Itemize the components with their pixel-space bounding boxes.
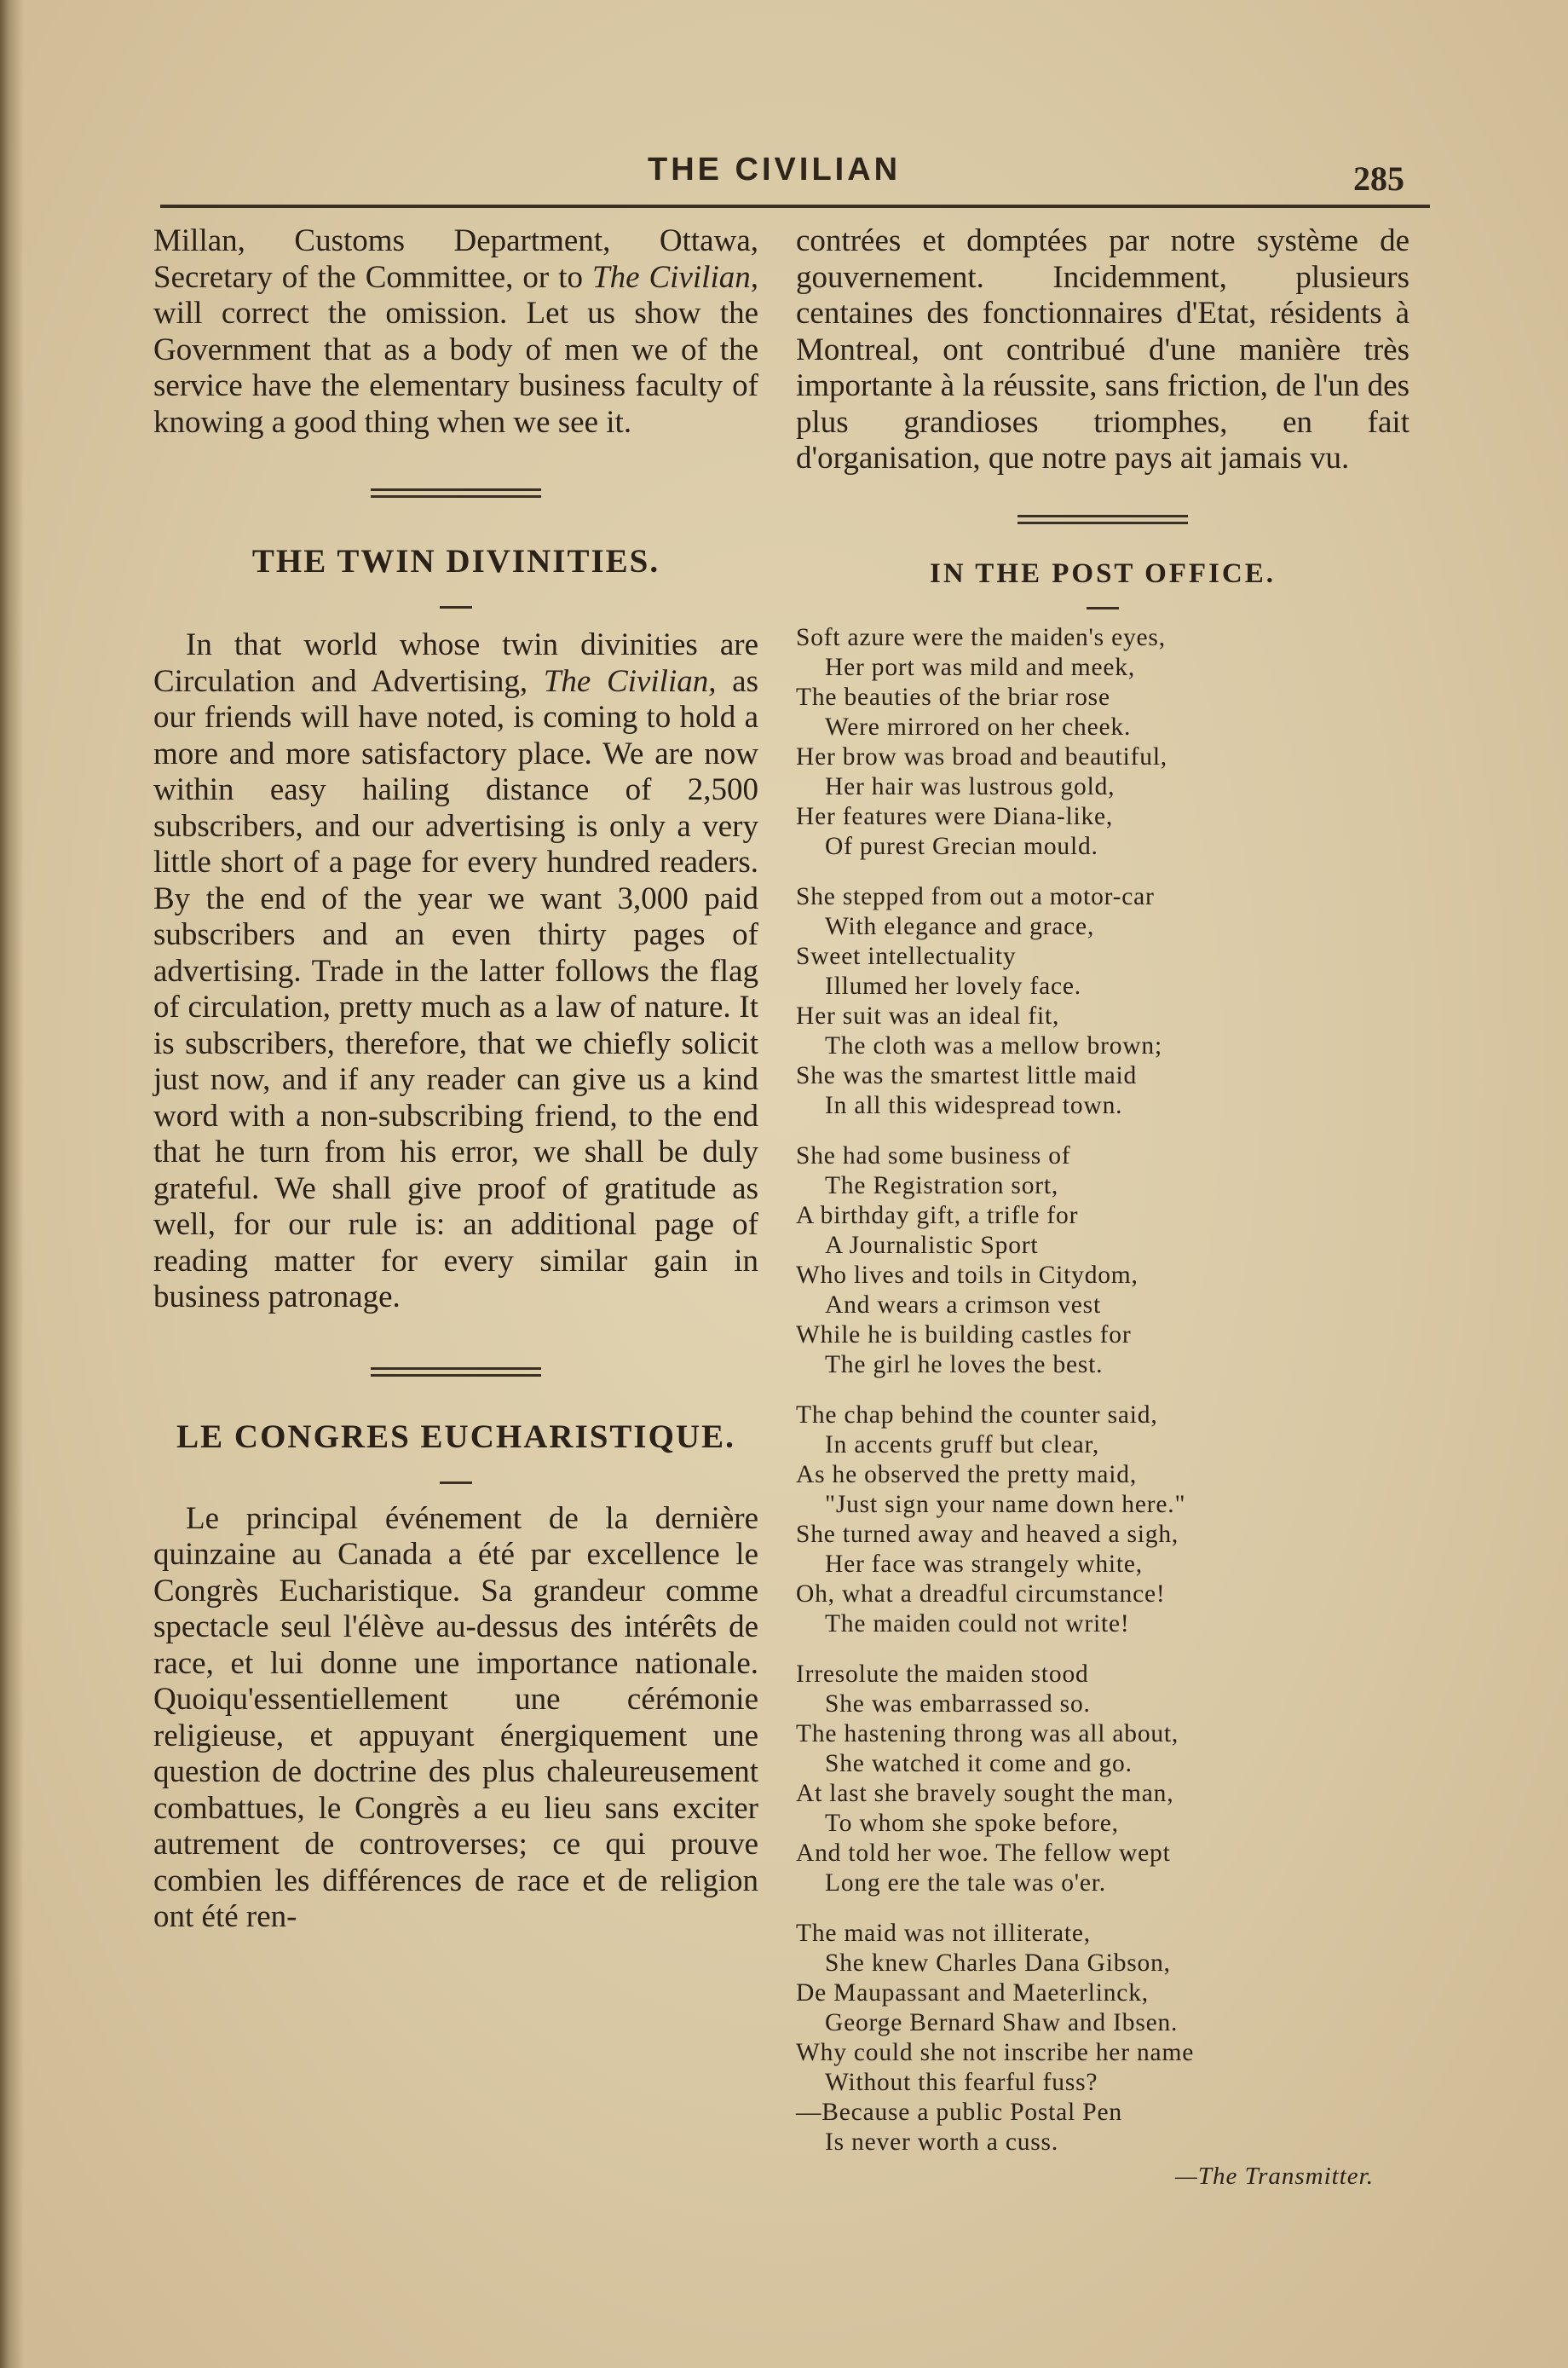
- poem-line: She knew Charles Dana Gibson,: [825, 1949, 1171, 1977]
- poem-line: The beauties of the briar rose: [796, 683, 1110, 711]
- poem-stanza: [796, 623, 1409, 862]
- poem-line: Is never worth a cuss.: [825, 2128, 1059, 2156]
- poem-line: She watched it come and go.: [825, 1749, 1133, 1777]
- poem-line: Her face was strangely white,: [825, 1550, 1143, 1578]
- section-divider: [1017, 515, 1188, 524]
- intro-text-part1: Millan, Customs Department, Ottawa, Secretary of the Committee, or to: [153, 223, 758, 295]
- poem-line: The maid was not illiterate,: [796, 1919, 1091, 1947]
- article-heading-twin-divinities: THE TWIN DIVINITIES.: [251, 543, 660, 580]
- poem-line: As he observed the pretty maid,: [796, 1460, 1138, 1488]
- twin-text-part1: In that world whose twin divinities are Circulation and Advertising,: [153, 627, 758, 699]
- poem-line: Her port was mild and meek,: [825, 653, 1136, 681]
- left-column: [153, 223, 758, 1936]
- twin-text-part2: as our friends will have noted, is coming to hold a more and more satisfactory place. We are now within easy hailing distance of 2,500 subscribers, and our advertising is only a very little short of a page for every hundred readers. By the end of the year we want 3,000 paid subscribers and an even thirty pages of advertising. Trade in the latter follows the flag of circulation, pretty much as a law of nature. It is subscribers, therefore, that we chiefly solicit just now, and if any reader can give us a kind word with a non-subscribing friend, to the end that he turn from his error, we shall be duly grateful. We shall give proof of gratitude as well, for our rule is: an additional page of reading matter for every similar gain in business patronage.: [153, 663, 758, 1314]
- poem-line: She was the smartest little maid: [796, 1061, 1138, 1089]
- poem-line: With elegance and grace,: [825, 912, 1095, 940]
- poem-line: —Because a public Postal Pen: [796, 2098, 1122, 2126]
- poem-line: George Bernard Shaw and Ibsen.: [825, 2008, 1179, 2036]
- poem-line: A Journalistic Sport: [825, 1231, 1039, 1259]
- poem-line: "Just sign your name down here.": [825, 1490, 1186, 1518]
- poem: [796, 623, 1409, 2157]
- poem-stanza: [796, 1401, 1409, 1639]
- poem-line: Illumed her lovely face.: [825, 972, 1081, 1000]
- poem-stanza: [796, 882, 1409, 1121]
- poem-line: Irresolute the maiden stood: [796, 1660, 1089, 1688]
- section-divider: [371, 1367, 541, 1377]
- poem-line: And wears a crimson vest: [825, 1291, 1101, 1319]
- poem-line: Her brow was broad and beautiful,: [796, 742, 1167, 771]
- poem-heading: IN THE POST OFFICE.: [929, 557, 1277, 589]
- poem-line: Of purest Grecian mould.: [825, 832, 1098, 860]
- poem-line: Her suit was an ideal fit,: [796, 1002, 1060, 1030]
- article-heading-congres: LE CONGRES EUCHARISTIQUE.: [176, 1418, 735, 1455]
- poem-line: In all this widespread town.: [825, 1091, 1123, 1119]
- intro-paragraph: [153, 223, 758, 441]
- poem-line: Oh, what a dreadful circumstance!: [796, 1580, 1166, 1608]
- poem-line: Her hair was lustrous gold,: [825, 772, 1115, 800]
- poem-line: A birthday gift, a trifle for: [796, 1201, 1079, 1229]
- poem-line: The cloth was a mellow brown;: [825, 1031, 1162, 1060]
- poem-line: Why could she not inscribe her name: [796, 2038, 1195, 2066]
- poem-line: Her features were Diana-like,: [796, 802, 1114, 830]
- poem-stanza: [796, 1660, 1409, 1898]
- poem-line: She had some business of: [796, 1141, 1071, 1170]
- poem-line: The Registration sort,: [825, 1171, 1059, 1199]
- poem-line: She turned away and heaved a sigh,: [796, 1520, 1179, 1548]
- poem-line: The chap behind the counter said,: [796, 1401, 1158, 1429]
- poem-attribution: —The Transmitter.: [1175, 2162, 1374, 2190]
- header-rule: [160, 205, 1430, 208]
- poem-line: While he is building castles for: [796, 1320, 1132, 1349]
- poem-stanza: [796, 1919, 1409, 2157]
- running-head: THE CIVILIAN: [648, 152, 902, 188]
- poem-line: The girl he loves the best.: [825, 1350, 1104, 1378]
- page-edge: [0, 0, 24, 2368]
- right-column: [796, 223, 1409, 2191]
- poem-line: The maiden could not write!: [825, 1609, 1130, 1637]
- poem-line: To whom she spoke before,: [825, 1809, 1119, 1837]
- twin-divinities-paragraph: [153, 627, 758, 1316]
- poem-line: Soft azure were the maiden's eyes,: [796, 623, 1166, 651]
- intro-publication-title: The Civilian,: [592, 259, 758, 295]
- congres-continuation-paragraph: contrées et domptées par notre système de gouvernement. Incidemment, plusieurs centaines des fonctionnaires d'Etat, résidents à Montreal, ont contribué d'une manière très importante à la réussite, sans friction, de l'un des plus grandioses triomphes, en fait d'organisation, que notre pays ait jamais vu.: [796, 223, 1409, 476]
- page-number: 285: [1353, 159, 1404, 198]
- congres-paragraph: Le principal événement de la dernière quinzaine au Canada a été par excellence le Congrès Eucharistique. Sa grandeur comme spectacle seul l'élève au-dessus des intérêts de race, et lui donne une importance nationale. Quoiqu'essentiellement une cérémonie religieuse, et appuyant énergiquement une question de doctrine des plus chaleureusement combattues, le Congrès a eu lieu sans exciter autrement de controverses; ce qui prouve combien les différences de race et de religion ont été ren-: [153, 1500, 758, 1934]
- poem-stanza: [796, 1141, 1409, 1380]
- poem-line: The hastening throng was all about,: [796, 1719, 1179, 1747]
- section-divider: [371, 488, 541, 498]
- poem-line: She stepped from out a motor-car: [796, 882, 1155, 910]
- poem-line: De Maupassant and Maeterlinck,: [796, 1978, 1149, 2007]
- poem-line: Were mirrored on her cheek.: [825, 713, 1132, 741]
- intro-text-part2: will correct the omission. Let us show the Government that as a body of men we of the service have the elementary business faculty of knowing a good thing when we see it.: [153, 296, 758, 440]
- poem-line: Who lives and toils in Citydom,: [796, 1261, 1139, 1289]
- poem-line: Sweet intellectuality: [796, 942, 1017, 970]
- twin-publication-title: The Civilian,: [543, 663, 717, 699]
- poem-line: And told her woe. The fellow wept: [796, 1839, 1171, 1867]
- poem-line: Without this fearful fuss?: [825, 2068, 1098, 2096]
- poem-line: At last she bravely sought the man,: [796, 1779, 1174, 1807]
- poem-line: Long ere the tale was o'er.: [825, 1868, 1106, 1897]
- poem-line: In accents gruff but clear,: [825, 1430, 1100, 1458]
- poem-line: She was embarrassed so.: [825, 1689, 1091, 1718]
